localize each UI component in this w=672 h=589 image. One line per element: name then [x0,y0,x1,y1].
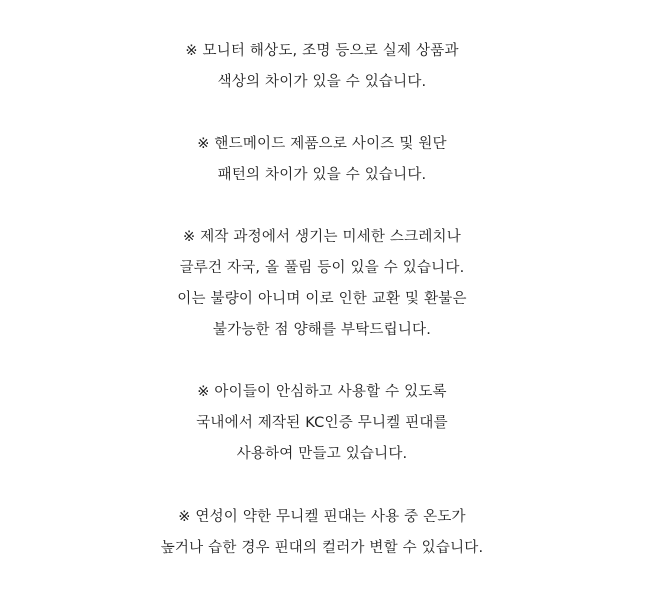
notice-line: 높거나 습한 경우 핀대의 컬러가 변할 수 있습니다. [160,540,484,556]
notice-line: ※ 아이들이 안심하고 사용할 수 있도록 [197,384,447,400]
notice-line: 사용하여 만들고 있습니다. [236,446,408,462]
notice-line: ※ 연성이 약한 무니켈 핀대는 사용 중 온도가 [178,509,466,525]
notice-line: ※ 모니터 해상도, 조명 등으로 실제 상품과 [185,43,459,59]
notice-line: 글루건 자국, 올 풀림 등이 있을 수 있습니다. [179,260,465,276]
notice-line: ※ 핸드메이드 제품으로 사이즈 및 원단 [197,136,447,152]
notice-pin-color-change [0,502,644,564]
notice-line: 국내에서 제작된 KC인증 무니켈 핀대를 [196,415,448,431]
notice-handmade-size [0,129,644,191]
notice-line: 패턴의 차이가 있을 수 있습니다. [217,167,427,183]
notice-production-defects [0,222,644,346]
notice-line: 색상의 차이가 있을 수 있습니다. [217,74,427,90]
notice-kc-certified [0,377,644,470]
notice-monitor-color [0,36,644,98]
notice-line: 이는 불량이 아니며 이로 인한 교환 및 환불은 [177,291,467,307]
notice-line: 불가능한 점 양해를 부탁드립니다. [212,322,432,338]
notice-line: ※ 제작 과정에서 생기는 미세한 스크레치나 [183,229,461,245]
